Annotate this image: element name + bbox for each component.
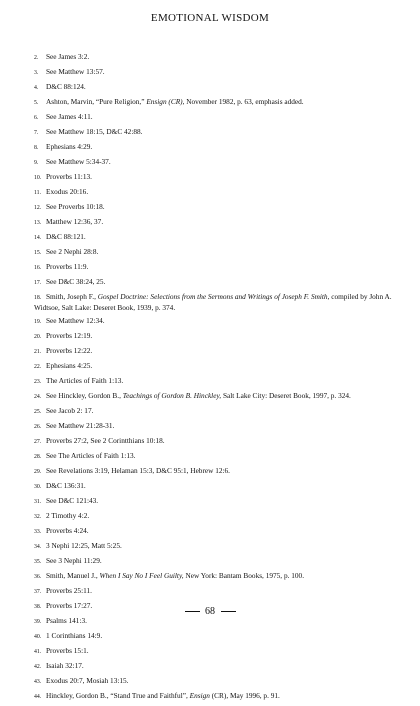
endnote-item <box>34 142 394 153</box>
endnote-item <box>34 292 394 313</box>
endnote-item <box>34 691 394 702</box>
endnote-text: Proverbs 4:24. <box>46 526 89 536</box>
endnote-text: See D&C 121:43. <box>46 496 99 506</box>
endnote-item <box>34 631 394 642</box>
endnote-text: 1 Corinthians 14:9. <box>46 631 103 641</box>
endnote-text: See D&C 38:24, 25. <box>46 277 106 286</box>
endnote-item <box>34 127 394 138</box>
endnote-text: Proverbs 11:9. <box>46 262 89 271</box>
endnote-text: See James 3:2. <box>46 52 90 61</box>
endnote-text: See James 4:11. <box>46 112 93 121</box>
endnote-number: 23. <box>34 379 42 386</box>
endnote-text: D&C 88:121. <box>46 232 86 241</box>
endnote-number: 20. <box>34 334 42 341</box>
endnote-text: Ephesians 4:29. <box>46 142 93 151</box>
endnote-item <box>34 526 394 537</box>
endnote-italic-title: Teachings of Gordon B. Hinckley, <box>122 391 222 401</box>
endnote-item <box>34 157 394 168</box>
endnote-text: Salt Lake City: Deseret Book, 1997, p. 324. <box>222 391 351 401</box>
endnote-text: 2 Timothy 4:2. <box>46 511 90 521</box>
endnote-number: 25. <box>34 409 42 416</box>
endnote-number: 35. <box>34 559 42 566</box>
endnote-item <box>34 391 394 402</box>
endnote-number: 24. <box>34 394 42 401</box>
endnote-item <box>34 481 394 492</box>
endnote-text: Ephesians 4:25. <box>46 361 93 371</box>
endnote-text: (CR), May 1996, p. 91. <box>211 691 280 701</box>
endnote-number: 2. <box>34 55 39 61</box>
endnote-text: 3 Nephi 12:25, Matt 5:25. <box>46 541 122 551</box>
endnote-text: See Hinckley, Gordon B., <box>46 391 121 401</box>
endnote-text: November 1982, p. 63, emphasis added. <box>186 97 304 106</box>
endnote-text: See Proverbs 10:18. <box>46 202 105 211</box>
endnote-text: Proverbs 12:19. <box>46 331 93 341</box>
endnote-item <box>34 316 394 327</box>
endnote-text: compiled by John A. Widtsoe, Salt Lake: Deseret Book, 1939, p. 374. <box>34 292 392 313</box>
endnote-item <box>34 406 394 417</box>
endnote-item <box>34 82 394 93</box>
endnote-number: 10. <box>34 175 42 181</box>
endnote-text: See Matthew 12:34. <box>46 316 105 326</box>
endnote-text: See 3 Nephi 11:29. <box>46 556 102 566</box>
endnote-item <box>34 67 394 78</box>
endnote-text: Smith, Manuel J., <box>46 571 98 581</box>
endnote-text: See 2 Nephi 28:8. <box>46 247 99 256</box>
endnote-number: 30. <box>34 484 42 491</box>
endnote-item <box>34 451 394 462</box>
footer-dash-left <box>185 611 200 612</box>
endnote-item <box>34 52 394 63</box>
endnote-number: 37. <box>34 589 42 596</box>
endnote-item <box>34 676 394 687</box>
endnote-number: 34. <box>34 544 42 551</box>
endnote-text: Psalms 141:3. <box>46 616 87 626</box>
endnote-number: 18. <box>34 295 42 301</box>
endnote-text: Proverbs 17:27. <box>46 601 93 611</box>
endnote-number: 15. <box>34 250 42 256</box>
endnote-number: 33. <box>34 529 42 536</box>
endnote-item <box>34 496 394 507</box>
endnote-number: 7. <box>34 130 39 136</box>
endnote-number: 17. <box>34 280 42 286</box>
endnote-text: Ashton, Marvin, “Pure Religion,” <box>46 97 145 106</box>
endnote-item <box>34 172 394 183</box>
endnote-item <box>34 586 394 597</box>
endnote-italic-title: Ensign (CR), <box>146 97 185 106</box>
endnote-item <box>34 277 394 288</box>
endnote-text: New York: Bantam Books, 1975, p. 100. <box>185 571 305 581</box>
endnote-number: 5. <box>34 100 39 106</box>
endnote-item <box>34 556 394 567</box>
endnote-number: 12. <box>34 205 42 211</box>
endnote-italic-title: When I Say No I Feel Guilty, <box>99 571 184 581</box>
endnote-number: 36. <box>34 574 42 581</box>
endnote-text: Proverbs 11:13. <box>46 172 92 181</box>
endnote-number: 16. <box>34 265 42 271</box>
endnote-text: See Revelations 3:19, Helaman 15:3, D&C 95:1, Hebrew 12:6. <box>46 466 231 476</box>
endnote-text: See The Articles of Faith 1:13. <box>46 451 136 461</box>
page-number: 68 <box>205 606 215 617</box>
endnote-text: See Matthew 21:28-31. <box>46 421 115 431</box>
endnote-number: 3. <box>34 70 39 76</box>
endnote-number: 22. <box>34 364 42 371</box>
endnote-number: 44. <box>34 694 42 701</box>
endnote-item <box>34 232 394 243</box>
endnote-number: 27. <box>34 439 42 446</box>
endnote-item <box>34 421 394 432</box>
endnote-item <box>34 331 394 342</box>
endnote-number: 21. <box>34 349 42 356</box>
endnote-text: Hinckley, Gordon B., “Stand True and Faithful”, <box>46 691 188 701</box>
footer-dash-right <box>221 611 236 612</box>
endnote-number: 19. <box>34 319 42 326</box>
endnote-text: D&C 88:124. <box>46 82 86 91</box>
endnote-item <box>34 97 394 108</box>
endnote-text: See Matthew 18:15, D&C 42:88. <box>46 127 143 136</box>
endnote-text: Proverbs 25:11. <box>46 586 92 596</box>
endnote-number: 6. <box>34 115 39 121</box>
endnote-number: 28. <box>34 454 42 461</box>
endnote-item <box>34 217 394 228</box>
endnote-number: 11. <box>34 190 42 196</box>
endnote-text: Proverbs 12:22. <box>46 346 93 356</box>
endnote-text: Proverbs 15:1. <box>46 646 89 656</box>
endnote-item <box>34 361 394 372</box>
endnote-number: 40. <box>34 634 42 641</box>
endnote-number: 14. <box>34 235 42 241</box>
endnote-text: Proverbs 27:2, See 2 Corintthians 10:18. <box>46 436 165 446</box>
endnote-item <box>34 436 394 447</box>
endnote-number: 9. <box>34 160 39 166</box>
endnote-text: D&C 136:31. <box>46 481 86 491</box>
endnote-number: 29. <box>34 469 42 476</box>
endnote-text: Matthew 12:36, 37. <box>46 217 104 226</box>
endnote-number: 32. <box>34 514 42 521</box>
endnote-text: The Articles of Faith 1:13. <box>46 376 124 386</box>
endnote-text: Isaiah 32:17. <box>46 661 84 671</box>
endnote-item <box>34 376 394 387</box>
endnote-item <box>34 202 394 213</box>
endnote-item <box>34 571 394 582</box>
endnote-number: 8. <box>34 145 39 151</box>
endnote-number: 42. <box>34 664 42 671</box>
endnote-text: See Jacob 2: 17. <box>46 406 94 416</box>
endnote-item <box>34 646 394 657</box>
endnote-item <box>34 262 394 273</box>
endnote-number: 39. <box>34 619 42 626</box>
endnote-text: See Matthew 13:57. <box>46 67 105 76</box>
endnote-item <box>34 346 394 357</box>
endnote-number: 41. <box>34 649 42 656</box>
endnote-number: 31. <box>34 499 42 506</box>
endnote-text: Smith, Joseph F., <box>46 292 96 301</box>
endnote-item <box>34 247 394 258</box>
endnote-item <box>34 616 394 627</box>
endnote-italic-title: Gospel Doctrine: Selections from the Sermons and Writings of Joseph F. Smith, <box>97 292 330 301</box>
endnote-number: 26. <box>34 424 42 431</box>
endnote-italic-title: Ensign <box>189 691 210 701</box>
endnote-item <box>34 187 394 198</box>
endnote-text: Exodus 20:16. <box>46 187 89 196</box>
endnote-item <box>34 541 394 552</box>
endnote-item <box>34 661 394 672</box>
endnote-text: See Matthew 5:34-37. <box>46 157 111 166</box>
endnote-item <box>34 466 394 477</box>
endnote-item <box>34 112 394 123</box>
endnote-number: 4. <box>34 85 39 91</box>
running-header: EMOTIONAL WISDOM <box>150 12 270 24</box>
endnote-item <box>34 511 394 522</box>
endnote-number: 38. <box>34 604 42 611</box>
endnote-number: 13. <box>34 220 42 226</box>
endnote-text: Exodus 20:7, Mosiah 13:15. <box>46 676 129 686</box>
endnote-number: 43. <box>34 679 42 686</box>
page-footer <box>0 606 420 617</box>
